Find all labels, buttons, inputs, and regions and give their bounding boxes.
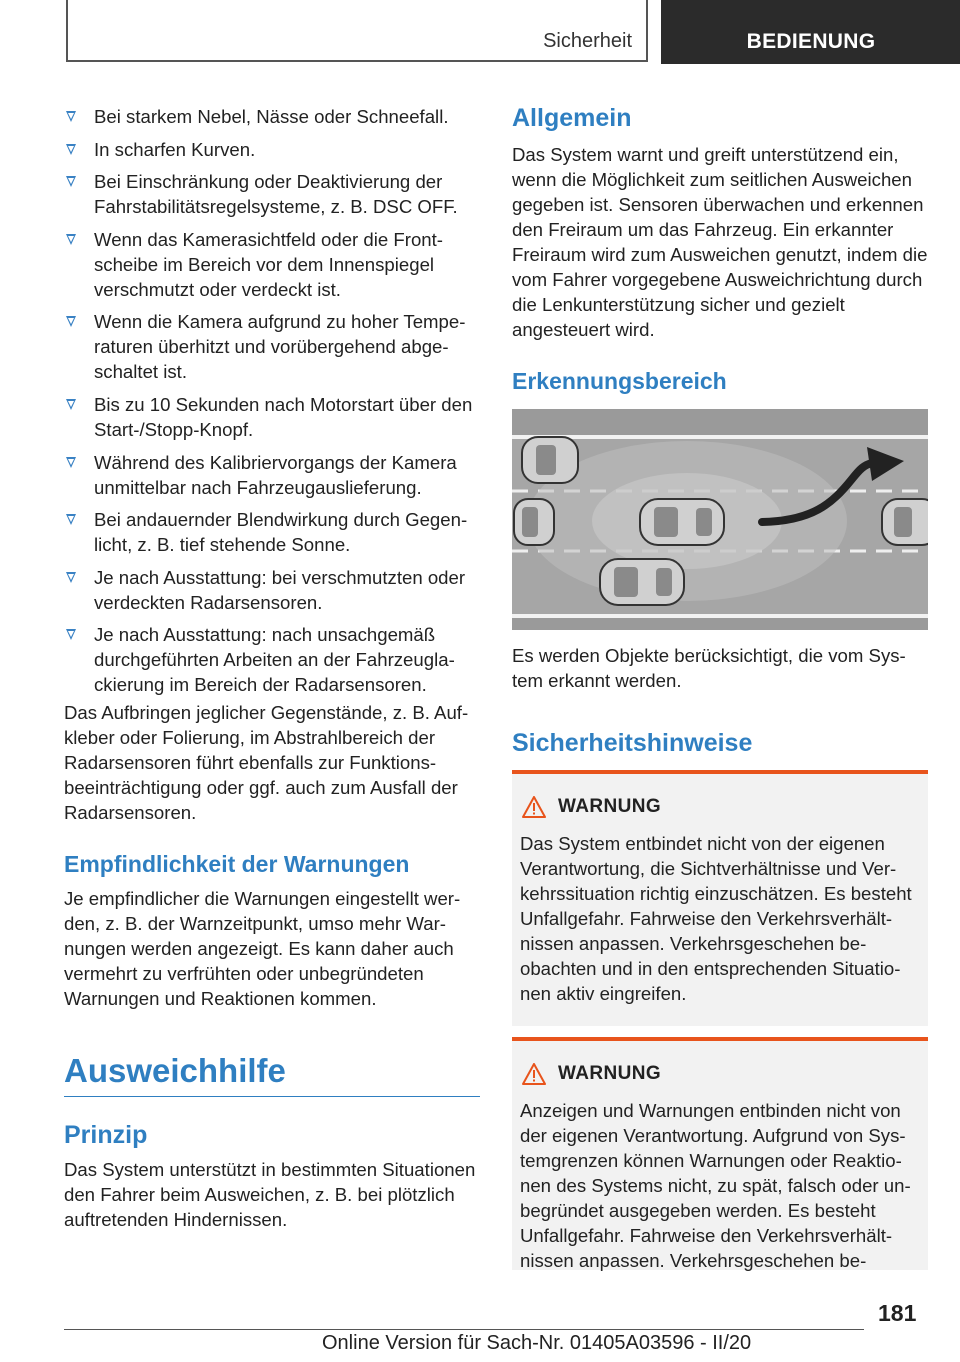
list-item: Bei andauernder Blendwirkung durch Gegenlicht, z. B. tief stehende Sonne. (64, 507, 480, 557)
principle-heading: Prinzip (64, 1121, 148, 1149)
car-icon (600, 559, 684, 605)
main-heading: Ausweichhilfe (64, 1052, 286, 1089)
warning-title: WARNUNG (558, 1063, 662, 1084)
car-icon (640, 499, 724, 545)
warning-title: WARNUNG (558, 796, 662, 817)
list-item: Während des Kalibriervorgangs der Kamera unmittelbar nach Fahrzeugauslieferung. (64, 450, 480, 500)
triangle-bullet-icon (66, 144, 76, 155)
triangle-bullet-icon (66, 399, 76, 410)
triangle-bullet-icon (66, 629, 76, 640)
list-item: Bis zu 10 Sekunden nach Motorstart über den Start-/Stopp-Knopf. (64, 392, 480, 442)
warning-text: Anzeigen und Warnungen entbinden nicht von der eigenen Verantwortung. Aufgrund von Systemgrenzen können Warnungen oder Reaktionen des Systems nicht, zu spät, falsch oder unbegründet ausgegeben werden. Es besteht Unfallgefahr. Fahrweise den Verkehrsverhältnissen anpassen. Verkehrsgeschehen be- (520, 1100, 911, 1271)
list-item: Wenn das Kamerasichtfeld oder die Frontscheibe im Bereich vor dem Innenspiegel verschmutzt oder verdeckt ist. (64, 227, 480, 302)
general-heading: Allgemein (512, 104, 632, 132)
triangle-bullet-icon (66, 234, 76, 245)
list-item: Je nach Ausstattung: bei verschmutzten oder verdeckten Radarsensoren. (64, 565, 480, 615)
triangle-bullet-icon (66, 176, 76, 187)
car-icon (882, 499, 928, 545)
header-chapter-tab (661, 0, 960, 64)
triangle-bullet-icon (66, 572, 76, 583)
warning-triangle-icon (522, 796, 546, 818)
warning-triangle-icon (522, 1063, 546, 1085)
car-icon (514, 499, 554, 545)
heading-rule (64, 1096, 480, 1097)
page-number: 181 (878, 1300, 917, 1326)
list-item: Wenn die Kamera aufgrund zu hoher Temperaturen überhitzt und vorübergehend abgeschaltet ist. (64, 309, 480, 384)
condition-list (64, 104, 480, 705)
list-item: In scharfen Kurven. (64, 137, 480, 162)
list-item: Bei Einschränkung oder Deaktivierung der Fahrstabilitätsregelsysteme, z. B. DSC OFF. (64, 169, 480, 219)
header-section-tab (66, 0, 648, 62)
warning-text: Das System entbindet nicht von der eigenen Verantwortung, die Sichtverhältnisse und Verkehrssituation richtig einzuschätzen. Es besteht Unfallgefahr. Fahrweise den Verkehrsverhältnissen anpassen. Verkehrsgeschehen beobachten und in den entsprechenden Situationen aktiv eingreifen. (520, 833, 912, 1004)
triangle-bullet-icon (66, 457, 76, 468)
chapter-title: BEDIENUNG (746, 30, 876, 53)
warning-box (512, 770, 928, 1026)
sensitivity-heading: Empfindlichkeit der Warnungen (64, 851, 410, 877)
list-item: Bei starkem Nebel, Nässe oder Schneefall. (64, 104, 480, 129)
radar-paragraph: Das Aufbringen jeglicher Gegenstände, z. B. Aufkleber oder Folierung, im Abstrahlbereich der Radarsensoren führt ebenfalls zur Funktionsbeeinträchtigung oder ggf. auch zum Ausfall der Radarsensoren. (64, 702, 469, 823)
detection-range-illustration (512, 409, 928, 630)
section-title: Sicherheit (543, 30, 632, 52)
triangle-bullet-icon (66, 316, 76, 327)
range-paragraph: Es werden Objekte berücksichtigt, die vom System erkannt werden. (512, 645, 906, 691)
footer-rule (64, 1329, 864, 1330)
list-item: Je nach Ausstattung: nach unsachgemäß durchgeführten Arbeiten an der Fahrzeuglackierung im Bereich der Radarsensoren. (64, 622, 480, 697)
triangle-bullet-icon (66, 514, 76, 525)
principle-paragraph: Das System unterstützt in bestimmten Situationen den Fahrer beim Ausweichen, z. B. bei plötzlich auftretenden Hindernissen. (64, 1159, 476, 1230)
general-paragraph: Das System warnt und greift unterstützend ein, wenn die Möglichkeit zum seitlichen Ausweichen gegeben ist. Sensoren überwachen und erkennen den Freiraum um das Fahrzeug. Ein erkannter Freiraum wird zum Ausweichen genutzt, indem die vom Fahrer vorgegebene Ausweichrichtung durch die Lenkunterstützung sicher und gezielt angesteuert wird. (512, 144, 928, 340)
triangle-bullet-icon (66, 111, 76, 122)
range-heading: Erkennungsbereich (512, 368, 727, 394)
online-version-note: Online Version für Sach-Nr. 01405A03596 - II/20 (322, 1332, 752, 1354)
sensitivity-paragraph: Je empfindlicher die Warnungen eingestellt werden, z. B. der Warnzeitpunkt, umso mehr Warnungen werden angezeigt. Es kann daher auch vermehrt zu verfrühten oder unbegründeten Warnungen und Reaktionen kommen. (64, 888, 461, 1009)
safety-heading: Sicherheitshinweise (512, 729, 753, 757)
warning-box (512, 1037, 928, 1270)
car-icon (522, 437, 578, 483)
